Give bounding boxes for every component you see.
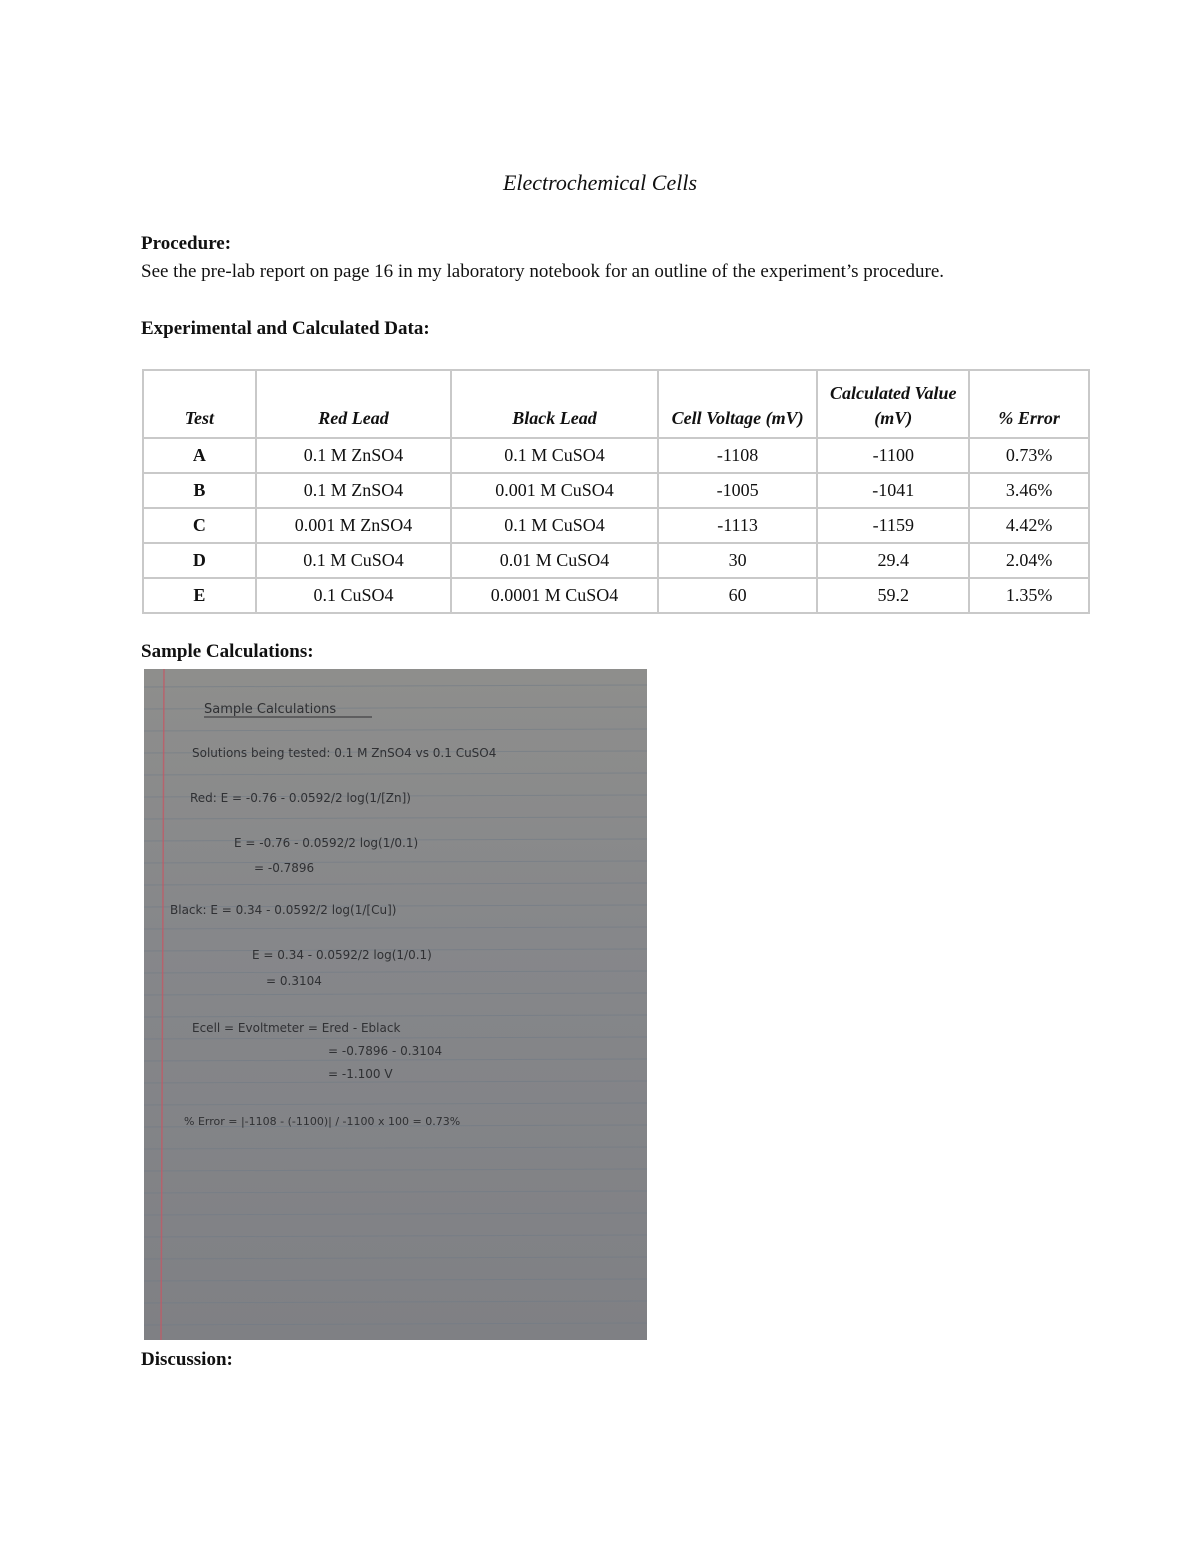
- cell-black-lead: 0.001 M CuSO4: [451, 473, 657, 508]
- column-header-percent-error: % Error: [969, 370, 1089, 438]
- table-header-row: [143, 370, 1089, 438]
- sample-calculations-heading: Sample Calculations:: [141, 641, 314, 662]
- handwritten-line: Solutions being tested: 0.1 M ZnSO4 vs 0.1 CuSO4: [192, 746, 497, 760]
- cell-red-lead: 0.1 M ZnSO4: [256, 438, 452, 473]
- procedure-text: See the pre-lab report on page 16 in my laboratory notebook for an outline of the experiment’s procedure.: [141, 261, 945, 282]
- table-row: [143, 508, 1089, 543]
- notebook-photo: [144, 669, 647, 1340]
- cell-percent-error: 1.35%: [969, 578, 1089, 613]
- column-header-cell-voltage: Cell Voltage (mV): [658, 370, 818, 438]
- notebook-header: Sample Calculations: [204, 702, 337, 717]
- handwritten-line: = -1.100 V: [328, 1067, 393, 1081]
- handwritten-line: Red: E = -0.76 - 0.0592/2 log(1/[Zn]): [190, 791, 411, 805]
- handwritten-line: E = 0.34 - 0.0592/2 log(1/0.1): [252, 948, 432, 962]
- cell-calculated-value: -1159: [817, 508, 969, 543]
- notebook-page-illustration: [144, 669, 647, 1340]
- cell-percent-error: 4.42%: [969, 508, 1089, 543]
- column-header-calculated-value: Calculated Value (mV): [817, 370, 969, 438]
- cell-percent-error: 0.73%: [969, 438, 1089, 473]
- cell-percent-error: 2.04%: [969, 543, 1089, 578]
- cell-test: D: [143, 543, 256, 578]
- cell-cell-voltage: -1108: [658, 438, 818, 473]
- handwritten-line: = 0.3104: [266, 974, 322, 988]
- cell-test: A: [143, 438, 256, 473]
- cell-percent-error: 3.46%: [969, 473, 1089, 508]
- table-row: [143, 543, 1089, 578]
- cell-red-lead: 0.001 M ZnSO4: [256, 508, 452, 543]
- cell-red-lead: 0.1 M ZnSO4: [256, 473, 452, 508]
- column-header-test: Test: [143, 370, 256, 438]
- cell-black-lead: 0.0001 M CuSO4: [451, 578, 657, 613]
- table-row: [143, 438, 1089, 473]
- cell-red-lead: 0.1 M CuSO4: [256, 543, 452, 578]
- column-header-red-lead: Red Lead: [256, 370, 452, 438]
- cell-cell-voltage: 60: [658, 578, 818, 613]
- cell-red-lead: 0.1 CuSO4: [256, 578, 452, 613]
- procedure-heading: Procedure:: [141, 233, 232, 254]
- handwritten-line: Black: E = 0.34 - 0.0592/2 log(1/[Cu]): [170, 903, 397, 917]
- table-body: [143, 438, 1089, 613]
- cell-black-lead: 0.1 M CuSO4: [451, 438, 657, 473]
- column-header-black-lead: Black Lead: [451, 370, 657, 438]
- data-heading: Experimental and Calculated Data:: [141, 318, 430, 339]
- cell-test: C: [143, 508, 256, 543]
- cell-cell-voltage: -1005: [658, 473, 818, 508]
- handwritten-line: E = -0.76 - 0.0592/2 log(1/0.1): [234, 836, 419, 850]
- discussion-heading: Discussion:: [141, 1349, 233, 1370]
- cell-calculated-value: 59.2: [817, 578, 969, 613]
- document-title: Electrochemical Cells: [502, 170, 698, 195]
- ruled-lines: [144, 685, 647, 1325]
- margin-line: [161, 669, 164, 1340]
- handwritten-line: = -0.7896: [254, 861, 315, 875]
- table-row: [143, 578, 1089, 613]
- cell-calculated-value: -1100: [817, 438, 969, 473]
- handwritten-line: = -0.7896 - 0.3104: [328, 1044, 443, 1058]
- handwritten-line: Ecell = Evoltmeter = Ered - Eblack: [192, 1021, 401, 1035]
- cell-cell-voltage: 30: [658, 543, 818, 578]
- cell-black-lead: 0.01 M CuSO4: [451, 543, 657, 578]
- cell-test: E: [143, 578, 256, 613]
- cell-calculated-value: 29.4: [817, 543, 969, 578]
- cell-cell-voltage: -1113: [658, 508, 818, 543]
- data-table: [142, 369, 1090, 614]
- cell-test: B: [143, 473, 256, 508]
- table-row: [143, 473, 1089, 508]
- handwritten-line: % Error = |-1108 - (-1100)| / -1100 x 100 = 0.73%: [184, 1115, 461, 1128]
- cell-black-lead: 0.1 M CuSO4: [451, 508, 657, 543]
- cell-calculated-value: -1041: [817, 473, 969, 508]
